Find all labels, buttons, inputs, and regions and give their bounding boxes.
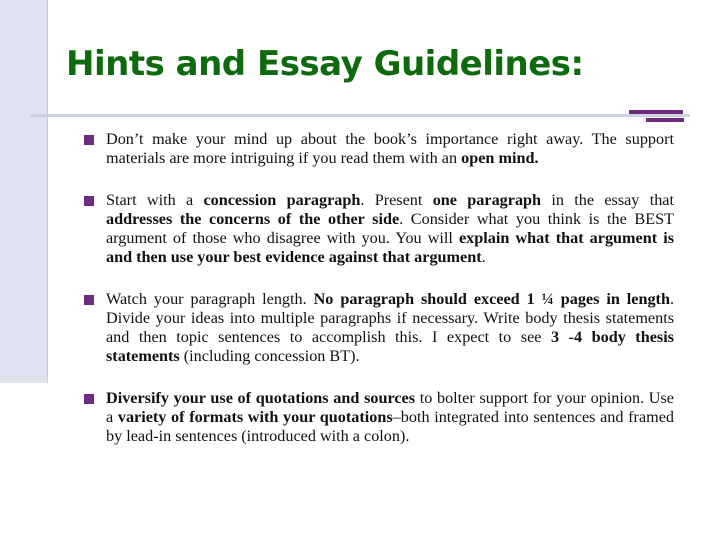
square-bullet-icon (84, 394, 94, 404)
slide-title: Hints and Essay Guidelines: (66, 44, 584, 84)
text-segment: . Consider what you think is the BEST argument of those who disagree with you. You will (106, 210, 674, 247)
text-segment: . Present (360, 191, 433, 209)
text-segment: . (481, 248, 486, 266)
bullet-text (106, 290, 674, 366)
decorative-bar-top (629, 110, 683, 114)
text-segment: . Divide your ideas into multiple paragraphs if necessary. Write body thesis statements and then topic sentences to accomplish this. I expect to see (106, 290, 674, 346)
bullet-item (84, 130, 674, 168)
bullet-item (84, 290, 674, 366)
square-bullet-icon (84, 135, 94, 145)
text-segment: to bolter support for your opinion. Use a (106, 389, 674, 426)
bold-text-segment: addresses the concerns of the other side (106, 210, 400, 228)
text-segment: –both integrated into sentences and framed by lead-in sentences (introduced with a colon). (106, 408, 674, 445)
bold-text-segment: 3 -4 body thesis statements (106, 328, 674, 365)
text-segment: Start with a (106, 191, 204, 209)
bold-text-segment: open mind. (461, 149, 539, 167)
square-bullet-icon (84, 295, 94, 305)
bullet-text (106, 389, 674, 446)
left-sidebar-panel (0, 0, 47, 383)
bold-text-segment: one paragraph (432, 191, 542, 209)
text-segment: Don’t make your mind up about the book’s importance right away. The support materials are more intriguing if you read them with an (106, 130, 674, 167)
bullet-text (106, 191, 674, 267)
sidebar-edge (47, 0, 48, 383)
square-bullet-icon (84, 196, 94, 206)
bullet-list (84, 130, 674, 446)
bold-text-segment: No paragraph should exceed 1 ¼ pages in length (313, 290, 670, 308)
bullet-text (106, 130, 674, 168)
bold-text-segment: explain what that argument is and then use your best evidence against that argument (106, 229, 674, 266)
title-divider (30, 114, 690, 117)
bullet-item (84, 389, 674, 446)
decorative-bar-bottom (646, 118, 684, 122)
bullet-item (84, 191, 674, 267)
text-segment: (including concession BT). (179, 347, 360, 365)
text-segment: in the essay that (541, 191, 674, 209)
bold-text-segment: variety of formats with your quotations (117, 408, 393, 426)
bold-text-segment: concession paragraph (203, 191, 361, 209)
text-segment: Watch your paragraph length. (106, 290, 314, 308)
bold-text-segment: Diversify your use of quotations and sources (106, 389, 416, 407)
